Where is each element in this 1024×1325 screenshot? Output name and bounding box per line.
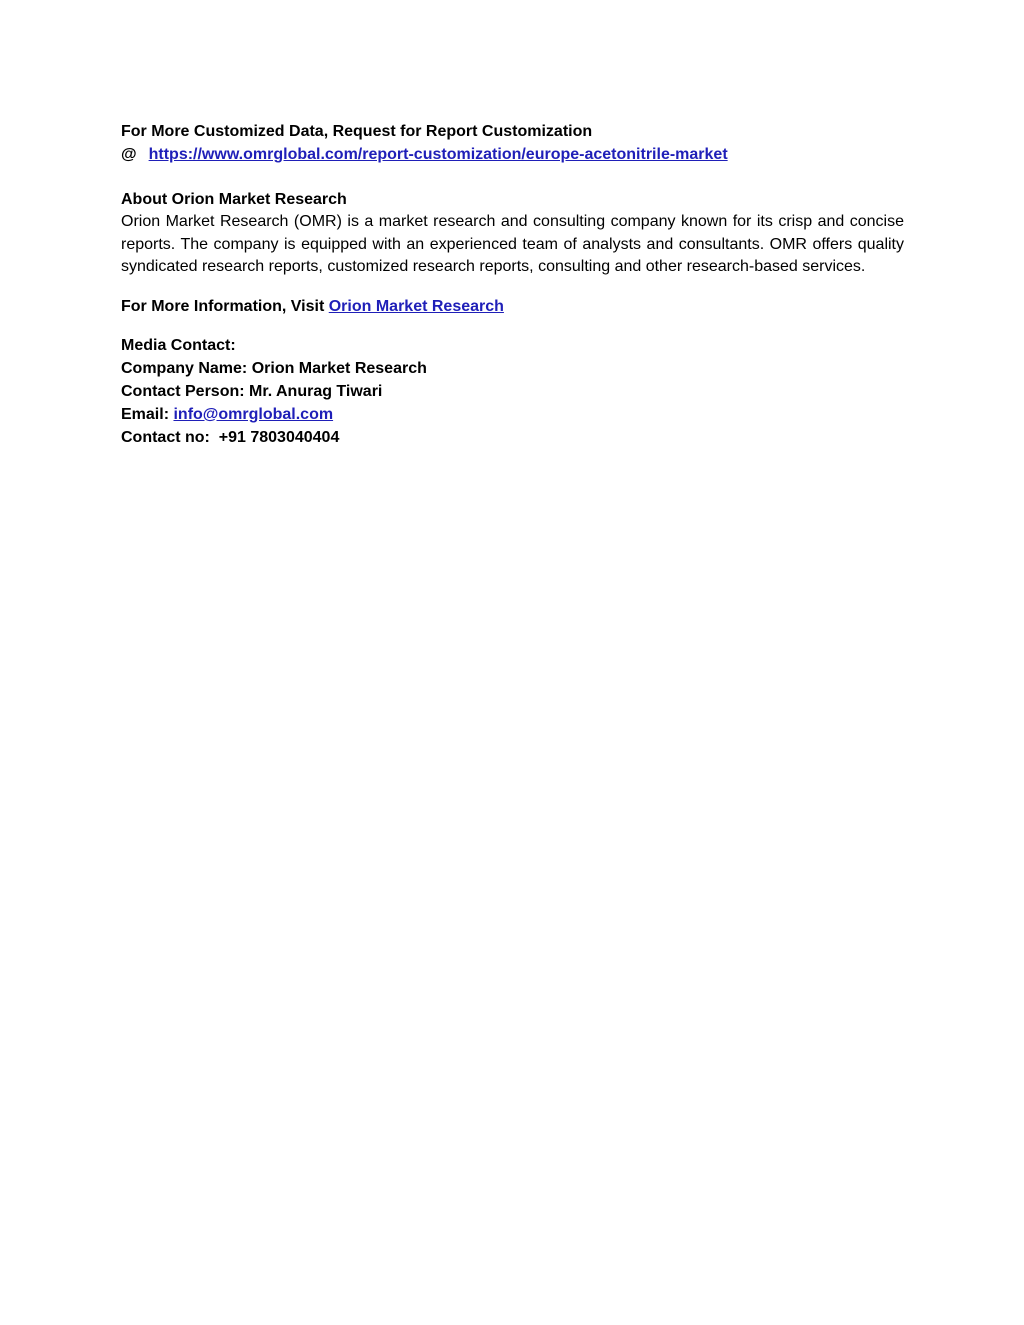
more-info-line <box>121 295 904 318</box>
email-link[interactable]: info@omrglobal.com <box>173 405 334 423</box>
customization-url-line <box>121 143 904 166</box>
customization-url-link[interactable]: https://www.omrglobal.com/report-customization/europe-acetonitrile-market <box>148 146 728 163</box>
at-symbol: @ <box>121 146 137 163</box>
customization-heading: For More Customized Data, Request for Report Customization <box>121 123 593 140</box>
about-body: Orion Market Research (OMR) is a market research and consulting company known for its crisp and concise reports. The company is equipped with an experienced team of analysts and consultants. OMR offers quality syndicated research reports, customized research reports, consulting and other research-based services. <box>121 213 904 276</box>
email-label: Email: <box>121 405 170 423</box>
contact-number-line: Contact no: +91 7803040404 <box>121 428 340 446</box>
email-line <box>121 403 904 426</box>
about-heading: About Orion Market Research <box>121 191 347 208</box>
media-contact-heading: Media Contact: <box>121 336 236 354</box>
orion-market-research-link[interactable]: Orion Market Research <box>328 297 504 315</box>
contact-person-line: Contact Person: Mr. Anurag Tiwari <box>121 382 383 400</box>
more-info-prefix: For More Information, Visit <box>121 297 325 315</box>
company-name-line: Company Name: Orion Market Research <box>121 359 427 377</box>
document-page <box>121 120 904 449</box>
